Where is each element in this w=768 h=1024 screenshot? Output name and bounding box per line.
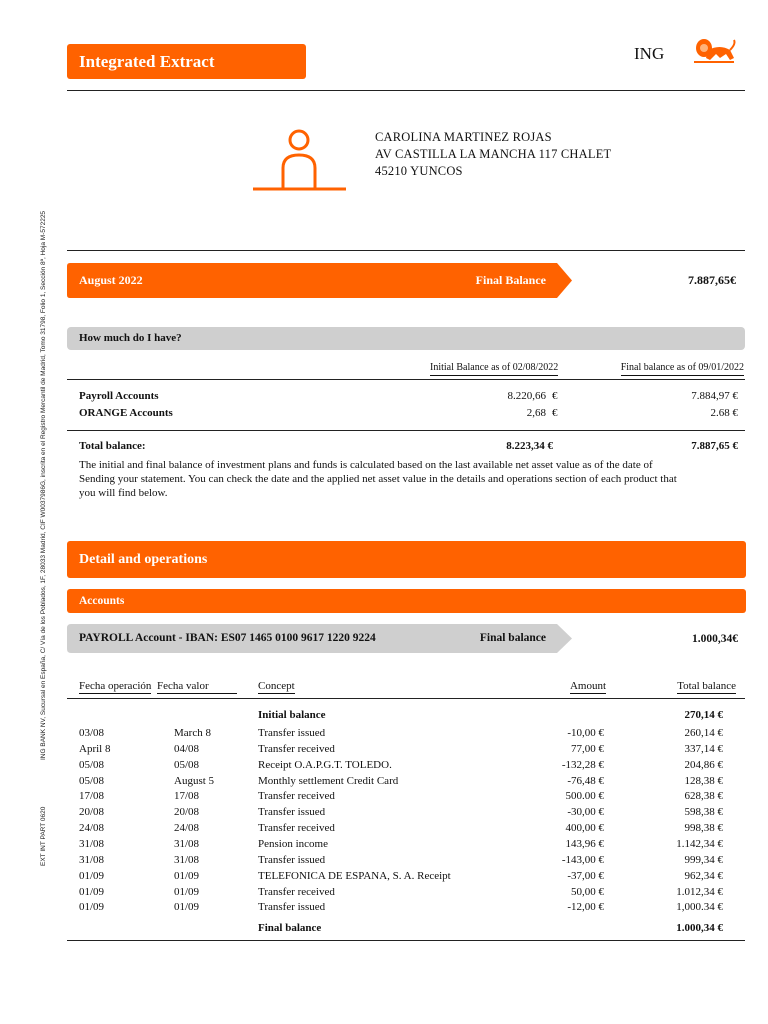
row-amount: 500.00 € bbox=[565, 790, 604, 803]
row-total-balance: 128,38 € bbox=[684, 774, 723, 787]
col-concept: Concept bbox=[258, 680, 295, 692]
row-value-date: 31/08 bbox=[174, 853, 200, 866]
col-amount: Amount bbox=[569, 680, 606, 692]
final-balance-header: Final balance as of 09/01/2022 bbox=[621, 362, 744, 376]
row-value-date: 24/08 bbox=[174, 822, 200, 835]
row-amount: 143,96 € bbox=[565, 837, 604, 850]
row-amount: -12,00 € bbox=[567, 901, 604, 914]
period-label: August 2022 bbox=[79, 273, 143, 287]
payroll-accounts-label: Payroll Accounts bbox=[79, 390, 159, 402]
row-total-balance: 1.012,34 € bbox=[676, 885, 723, 898]
row-value-date: March 8 bbox=[174, 727, 211, 739]
account-title: PAYROLL Account - IBAN: ES07 1465 0100 9617 1220 9224 bbox=[79, 632, 376, 644]
row-value-date: 01/09 bbox=[174, 885, 200, 898]
table-row bbox=[0, 790, 768, 806]
initial-balance-header: Initial Balance as of 02/08/2022 bbox=[430, 362, 558, 376]
row-concept: Transfer received bbox=[258, 885, 335, 898]
row-amount: -30,00 € bbox=[567, 806, 604, 819]
customer-divider bbox=[67, 250, 745, 251]
row-concept: Transfer received bbox=[258, 742, 335, 755]
row-concept: Monthly settlement Credit Card bbox=[258, 774, 399, 787]
total-balance-label: Total balance: bbox=[79, 440, 146, 452]
ing-logo bbox=[634, 36, 744, 68]
customer-street: AV CASTILLA LA MANCHA 117 CHALET bbox=[375, 147, 612, 161]
account-final-value: 1.000,34€ bbox=[692, 633, 738, 645]
row-op-date: 20/08 bbox=[79, 806, 105, 819]
summary-top-divider bbox=[67, 379, 745, 380]
row-total-balance: 628,38 € bbox=[684, 790, 723, 803]
row-value-date: 05/08 bbox=[174, 758, 200, 771]
row-op-date: 03/08 bbox=[79, 727, 105, 739]
row-concept: Transfer issued bbox=[258, 806, 326, 819]
lion-icon bbox=[690, 36, 738, 66]
account-bar bbox=[67, 624, 572, 653]
row-total-balance: 260,14 € bbox=[684, 727, 723, 739]
logo-text: ING bbox=[634, 44, 665, 63]
detail-section-title: Detail and operations bbox=[67, 541, 746, 578]
table-header-divider bbox=[67, 698, 745, 699]
row-value-date: 01/09 bbox=[174, 869, 200, 882]
customer-name: CAROLINA MARTINEZ ROJAS bbox=[375, 130, 552, 144]
summary-total-divider bbox=[67, 430, 745, 431]
row-op-date: 01/09 bbox=[79, 885, 105, 898]
period-bar bbox=[67, 263, 572, 298]
total-final: 7.887,65 € bbox=[691, 440, 738, 452]
row-concept: Transfer issued bbox=[258, 727, 326, 739]
payroll-final: 7.884,97 € bbox=[691, 390, 738, 402]
person-icon bbox=[253, 128, 347, 194]
row-op-date: 24/08 bbox=[79, 822, 105, 835]
row-amount: -10,00 € bbox=[567, 727, 604, 739]
document-code-content: EXT INT PART 0620 bbox=[40, 806, 47, 866]
legal-side-text bbox=[40, 150, 52, 760]
row-amount: 50,00 € bbox=[571, 885, 604, 898]
final-balance-value: 7.887,65€ bbox=[688, 273, 736, 287]
header-divider bbox=[67, 90, 745, 91]
page-title: Integrated Extract bbox=[67, 44, 306, 79]
row-total-balance: 998,38 € bbox=[684, 822, 723, 835]
table-row bbox=[0, 806, 768, 822]
table-bottom-divider bbox=[67, 940, 745, 941]
row-amount: -76,48 € bbox=[567, 774, 604, 787]
row-total-balance: 1,000.34 € bbox=[676, 901, 723, 914]
row-value-date: 01/09 bbox=[174, 901, 200, 914]
customer-address bbox=[375, 129, 611, 180]
col-total: Total balance bbox=[677, 680, 736, 692]
row-total-balance: 999,34 € bbox=[684, 853, 723, 866]
row-concept: Pension income bbox=[258, 837, 328, 850]
table-row bbox=[0, 838, 768, 854]
row-concept: Receipt O.A.P.G.T. TOLEDO. bbox=[258, 758, 392, 771]
row-op-date: 05/08 bbox=[79, 774, 105, 787]
row-amount: -132,28 € bbox=[561, 758, 604, 771]
orange-accounts-label: ORANGE Accounts bbox=[79, 407, 173, 419]
orange-initial: 2,68 bbox=[526, 407, 546, 419]
col-value-date: Fecha valor bbox=[157, 680, 209, 692]
table-row bbox=[0, 901, 768, 917]
orange-final: 2.68 € bbox=[710, 407, 738, 419]
row-total-balance: 962,34 € bbox=[684, 869, 723, 882]
orange-initial-currency: € bbox=[552, 407, 558, 419]
row-value-date: 20/08 bbox=[174, 806, 200, 819]
col-op-date: Fecha operación bbox=[79, 680, 152, 692]
row-total-balance: 204,86 € bbox=[684, 758, 723, 771]
payroll-initial-currency: € bbox=[552, 390, 558, 402]
row-op-date: 31/08 bbox=[79, 837, 105, 850]
final-balance-row bbox=[0, 922, 768, 938]
row-total-balance: 598,38 € bbox=[684, 806, 723, 819]
row-concept: Transfer issued bbox=[258, 853, 326, 866]
final-balance-row-value: 1.000,34 € bbox=[676, 922, 723, 934]
row-concept: Transfer received bbox=[258, 822, 335, 835]
row-value-date: 31/08 bbox=[174, 837, 200, 850]
legal-side-text-content: ING BANK NV, Sucursal en España, C/ Vía de los Poblados, 1F, 28033 Madrid, CIF W0037986G, inscrita en el Registro Mercantil de Madrid, Tomo 31798, Folio 1, Sección 8ª, Hoja M-572225 bbox=[40, 210, 47, 760]
table-row bbox=[0, 775, 768, 791]
payroll-initial: 8.220,66 bbox=[507, 390, 546, 402]
col-value-date-underline bbox=[174, 693, 237, 694]
row-value-date: 17/08 bbox=[174, 790, 200, 803]
summary-title: How much do I have? bbox=[67, 327, 745, 350]
table-row bbox=[0, 886, 768, 902]
initial-balance-label: Initial balance bbox=[258, 709, 326, 721]
balance-note: The initial and final balance of investment plans and funds is calculated based on the last available net asset value as of the date of Sending your statement. You can check the date and the applied net asset value in the details and operations section of each product that you will find below. bbox=[79, 459, 677, 499]
row-concept: TELEFONICA DE ESPANA, S. A. Receipt bbox=[258, 869, 451, 882]
table-row bbox=[0, 743, 768, 759]
document-code bbox=[40, 800, 52, 870]
row-total-balance: 337,14 € bbox=[684, 742, 723, 755]
initial-balance-value: 270,14 € bbox=[684, 709, 723, 721]
account-final-label: Final balance bbox=[479, 632, 546, 644]
row-op-date: 01/09 bbox=[79, 869, 105, 882]
initial-balance-row bbox=[0, 709, 768, 725]
row-value-date: August 5 bbox=[174, 774, 215, 787]
row-op-date: 31/08 bbox=[79, 853, 105, 866]
row-value-date: 04/08 bbox=[174, 742, 200, 755]
row-amount: 77,00 € bbox=[571, 742, 604, 755]
row-concept: Transfer received bbox=[258, 790, 335, 803]
row-op-date: April 8 bbox=[79, 742, 111, 755]
row-amount: -143,00 € bbox=[561, 853, 604, 866]
row-concept: Transfer issued bbox=[258, 901, 326, 914]
table-row bbox=[0, 759, 768, 775]
row-op-date: 01/09 bbox=[79, 901, 105, 914]
row-op-date: 05/08 bbox=[79, 758, 105, 771]
accounts-section-title: Accounts bbox=[67, 589, 746, 613]
total-initial: 8.223,34 € bbox=[506, 440, 553, 452]
final-balance-row-label: Final balance bbox=[258, 922, 322, 934]
table-row bbox=[0, 822, 768, 838]
final-balance-label: Final Balance bbox=[475, 273, 546, 287]
table-row bbox=[0, 854, 768, 870]
table-row bbox=[0, 727, 768, 743]
customer-city: 45210 YUNCOS bbox=[375, 164, 463, 178]
row-amount: 400,00 € bbox=[565, 822, 604, 835]
table-row bbox=[0, 870, 768, 886]
row-total-balance: 1.142,34 € bbox=[676, 837, 723, 850]
row-op-date: 17/08 bbox=[79, 790, 105, 803]
row-amount: -37,00 € bbox=[567, 869, 604, 882]
